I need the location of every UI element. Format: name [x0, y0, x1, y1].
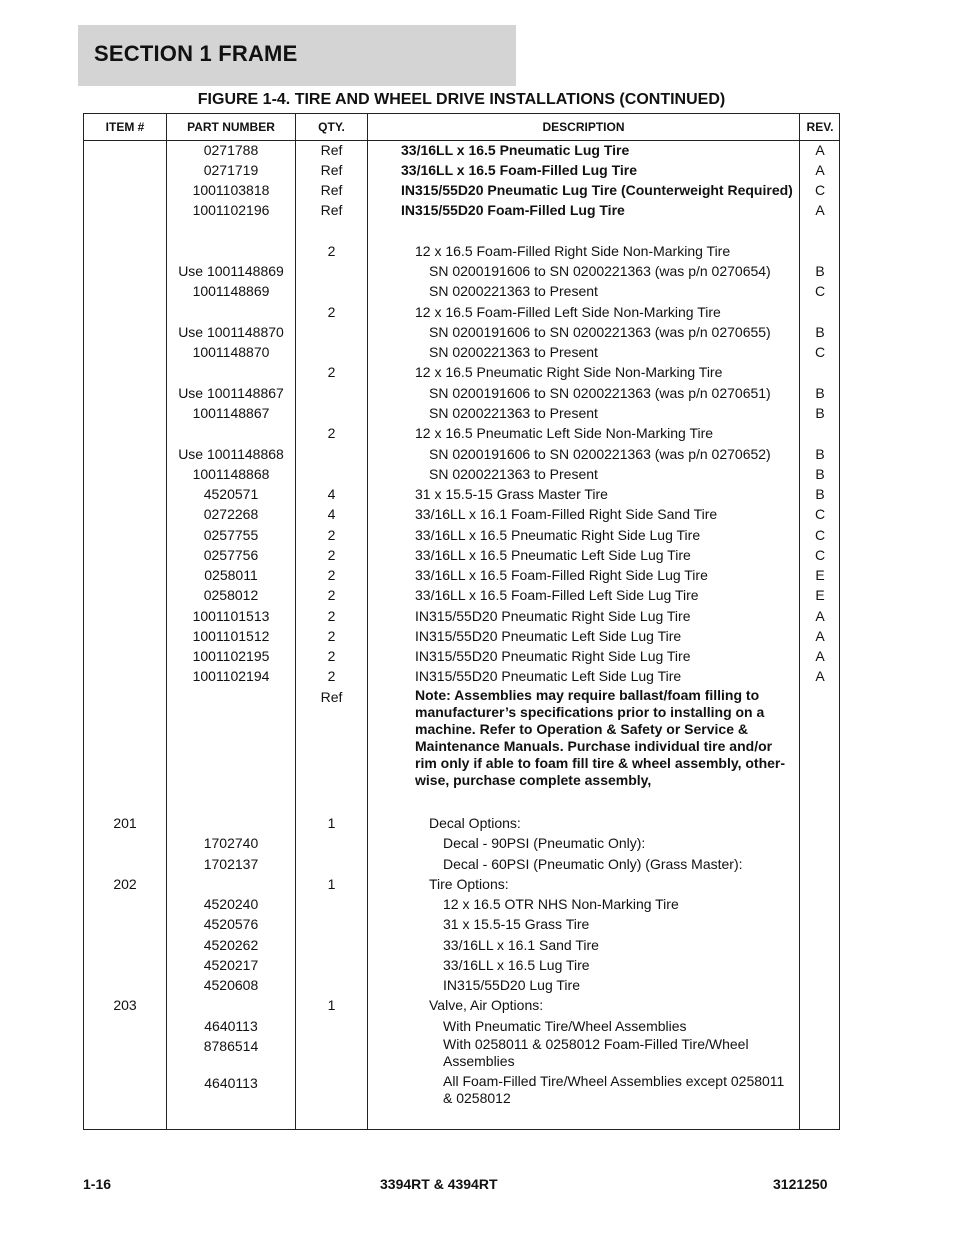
quantity: 2 [327, 547, 336, 563]
description: 33/16LL x 16.5 Pneumatic Right Side Lug Tire [415, 527, 701, 543]
part-number: 4520262 [203, 937, 259, 953]
quantity: 2 [327, 648, 336, 664]
part-number: 1001148868 [192, 466, 270, 482]
description: SN 0200221363 to Present [429, 466, 598, 482]
part-number: 0271719 [203, 162, 259, 178]
description: IN315/55D20 Pneumatic Left Side Lug Tire [415, 668, 682, 684]
quantity: 2 [327, 364, 336, 380]
footer-doc-number: 3121250 [773, 1176, 828, 1192]
part-number: 1001103818 [192, 182, 270, 198]
item-number: 202 [113, 876, 137, 892]
revision: B [815, 324, 825, 340]
part-number: 1001102194 [192, 668, 270, 684]
part-number: 4520576 [203, 916, 259, 932]
description: SN 0200191606 to SN 0200221363 (was p/n 0270655) [429, 324, 771, 340]
description: All Foam-Filled Tire/Wheel Assemblies except 0258011 & 0258012 [443, 1073, 785, 1106]
quantity: 2 [327, 567, 336, 583]
description: 33/16LL x 16.1 Foam-Filled Right Side Sand Tire [415, 506, 718, 522]
quantity: 1 [327, 876, 336, 892]
part-number: 0258011 [204, 567, 258, 583]
description: SN 0200221363 to Present [429, 283, 598, 299]
revision: A [815, 668, 825, 684]
description: With Pneumatic Tire/Wheel Assemblies [443, 1018, 687, 1034]
header-rev: REV. [806, 120, 834, 134]
part-number: 1001101512 [192, 628, 270, 644]
part-number: 4520571 [203, 486, 259, 502]
revision: C [814, 527, 826, 543]
part-number: 1001148870 [192, 344, 270, 360]
quantity: Ref [320, 689, 343, 705]
quantity: 4 [327, 486, 336, 502]
part-number: Use 1001148869 [178, 263, 284, 279]
part-number: 1702740 [203, 835, 259, 851]
description: IN315/55D20 Pneumatic Left Side Lug Tire [415, 628, 682, 644]
part-number: 1001101513 [192, 608, 270, 624]
part-number: 1001102195 [192, 648, 270, 664]
description: 33/16LL x 16.5 Lug Tire [443, 957, 590, 973]
parts-table [83, 113, 840, 1130]
quantity: Ref [320, 162, 343, 178]
part-number: 0258012 [203, 587, 259, 603]
part-number: 4520240 [203, 896, 259, 912]
description: With 0258011 & 0258012 Foam-Filled Tire/Wheel Assemblies [443, 1036, 749, 1069]
header-description: DESCRIPTION [542, 120, 625, 134]
revision: C [814, 182, 826, 198]
header-item: ITEM # [105, 120, 145, 134]
quantity: 2 [327, 527, 336, 543]
part-number: 1001102196 [192, 202, 270, 218]
part-number: 0272268 [203, 506, 259, 522]
revision: E [815, 567, 825, 583]
footer-page-number: 1-16 [83, 1176, 112, 1192]
part-number: 4520217 [203, 957, 259, 973]
item-number: 201 [113, 815, 137, 831]
column-divider [367, 114, 368, 1129]
revision: B [815, 446, 825, 462]
header-part-number: PART NUMBER [187, 120, 275, 134]
revision: A [815, 648, 825, 664]
quantity: 4 [327, 506, 336, 522]
part-number: Use 1001148868 [178, 446, 284, 462]
description: SN 0200191606 to SN 0200221363 (was p/n 0270654) [429, 263, 771, 279]
part-number: 8786514 [203, 1038, 259, 1054]
description: Decal Options: [429, 815, 521, 831]
revision: A [815, 142, 825, 158]
description: SN 0200191606 to SN 0200221363 (was p/n 0270652) [429, 446, 771, 462]
description: 33/16LL x 16.5 Foam-Filled Lug Tire [401, 162, 638, 178]
description: IN315/55D20 Foam-Filled Lug Tire [401, 202, 625, 218]
part-number: 4640113 [204, 1075, 258, 1091]
description: IN315/55D20 Pneumatic Right Side Lug Tire [415, 608, 691, 624]
part-number: 0257755 [203, 527, 259, 543]
part-number: 4520608 [203, 977, 259, 993]
description: Decal - 90PSI (Pneumatic Only): [443, 835, 646, 851]
description: IN315/55D20 Pneumatic Lug Tire (Counterweight Required) [401, 182, 793, 198]
part-number: Use 1001148867 [178, 385, 284, 401]
part-number: 4640113 [204, 1018, 258, 1034]
description: Valve, Air Options: [429, 997, 544, 1013]
quantity: 1 [327, 815, 336, 831]
revision: A [815, 162, 825, 178]
table-header-row [84, 114, 839, 141]
description: Decal - 60PSI (Pneumatic Only) (Grass Master): [443, 856, 743, 872]
description: 33/16LL x 16.5 Foam-Filled Left Side Lug Tire [415, 587, 699, 603]
header-qty: QTY. [318, 120, 345, 134]
description: Note: Assemblies may require ballast/foam filling to manufacturer’s specifications prior to installing on a machine. Refer to Operation & Safety or Service & Maintenance Manuals. Purchase individual tire and/or rim only if able to foam fill tire & wheel assembly, other-wise, purchase complete assembly, [415, 687, 786, 788]
description: SN 0200221363 to Present [429, 405, 598, 421]
part-number: Use 1001148870 [178, 324, 284, 340]
description: 33/16LL x 16.5 Pneumatic Left Side Lug Tire [415, 547, 691, 563]
quantity: 2 [327, 304, 336, 320]
description: 12 x 16.5 Foam-Filled Left Side Non-Marking Tire [415, 304, 721, 320]
quantity: 1 [327, 997, 336, 1013]
description: 12 x 16.5 Foam-Filled Right Side Non-Marking Tire [415, 243, 731, 259]
description: 12 x 16.5 Pneumatic Right Side Non-Marking Tire [415, 364, 723, 380]
revision: C [814, 283, 826, 299]
figure-title: FIGURE 1-4. TIRE AND WHEEL DRIVE INSTALLATIONS (CONTINUED) [197, 91, 726, 108]
description: 33/16LL x 16.5 Pneumatic Lug Tire [401, 142, 630, 158]
part-number: 1001148867 [192, 405, 270, 421]
quantity: 2 [327, 628, 336, 644]
quantity: 2 [327, 608, 336, 624]
description: Tire Options: [429, 876, 509, 892]
revision: B [815, 263, 825, 279]
quantity: Ref [320, 202, 343, 218]
quantity: 2 [327, 425, 336, 441]
footer-model: 3394RT & 4394RT [380, 1176, 498, 1192]
quantity: Ref [320, 182, 343, 198]
part-number: 1001148869 [192, 283, 270, 299]
quantity: 2 [327, 243, 336, 259]
revision: B [815, 405, 825, 421]
description: SN 0200221363 to Present [429, 344, 598, 360]
revision: C [814, 547, 826, 563]
section-title: SECTION 1 FRAME [94, 41, 298, 66]
description: 33/16LL x 16.5 Foam-Filled Right Side Lug Tire [415, 567, 708, 583]
item-number: 203 [113, 997, 137, 1013]
part-number: 1702137 [203, 856, 259, 872]
revision: A [815, 202, 825, 218]
revision: B [815, 466, 825, 482]
revision: B [815, 385, 825, 401]
revision: B [815, 486, 825, 502]
revision: A [815, 608, 825, 624]
revision: A [815, 628, 825, 644]
description: 33/16LL x 16.1 Sand Tire [443, 937, 599, 953]
part-number: 0257756 [203, 547, 259, 563]
description: 31 x 15.5-15 Grass Master Tire [415, 486, 608, 502]
description: 12 x 16.5 Pneumatic Left Side Non-Marking Tire [415, 425, 714, 441]
revision: C [814, 506, 826, 522]
revision: C [814, 344, 826, 360]
description: IN315/55D20 Lug Tire [443, 977, 580, 993]
revision: E [815, 587, 825, 603]
section-banner [78, 25, 516, 86]
description: SN 0200191606 to SN 0200221363 (was p/n 0270651) [429, 385, 771, 401]
quantity: Ref [320, 142, 343, 158]
part-number: 0271788 [203, 142, 259, 158]
description: IN315/55D20 Pneumatic Right Side Lug Tire [415, 648, 691, 664]
quantity: 2 [327, 587, 336, 603]
description: 12 x 16.5 OTR NHS Non-Marking Tire [443, 896, 679, 912]
quantity: 2 [327, 668, 336, 684]
description: 31 x 15.5-15 Grass Tire [443, 916, 590, 932]
